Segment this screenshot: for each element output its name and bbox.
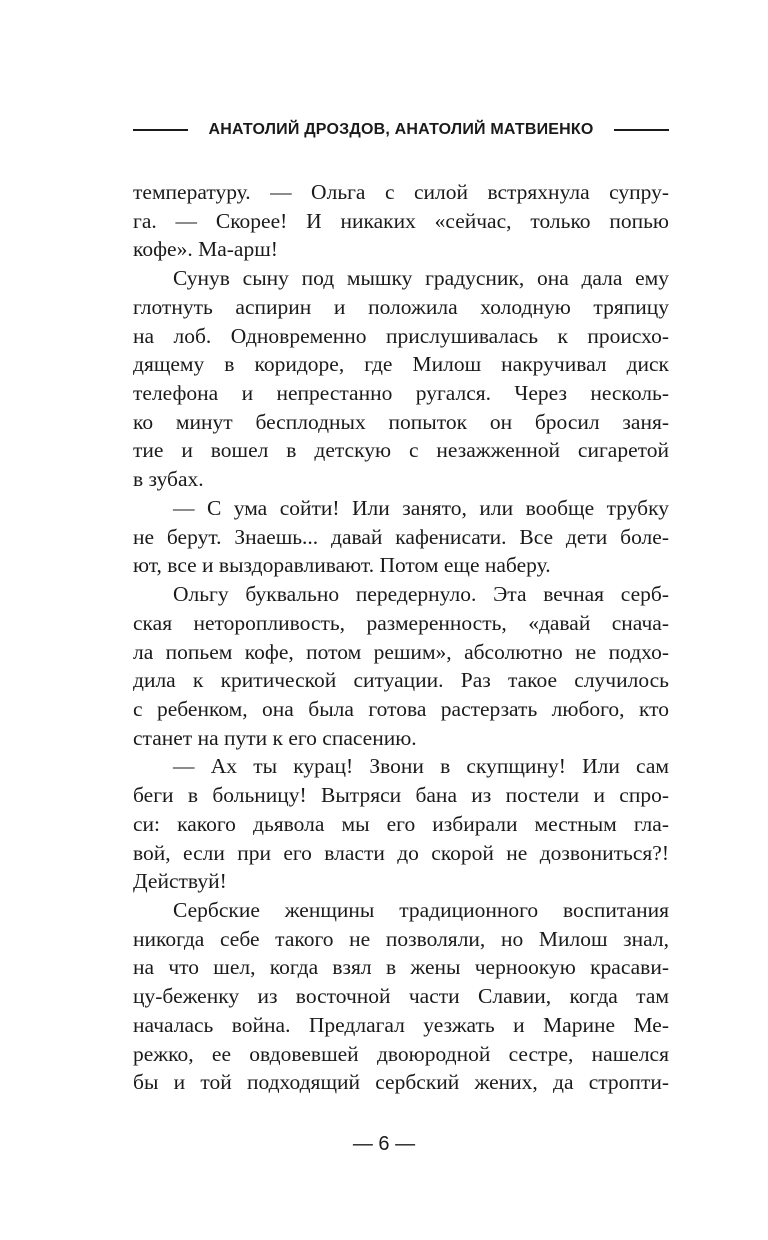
running-title: АНАТОЛИЙ ДРОЗДОВ, АНАТОЛИЙ МАТВИЕНКО	[208, 121, 594, 138]
header-rule-right	[614, 129, 669, 131]
text-line: ла попьем кофе, потом решим», абсолютно не подхо-	[133, 639, 669, 664]
text-line: на что шел, когда взял в жены черноокую красави-	[133, 955, 669, 980]
header-rule-left	[133, 129, 188, 131]
text-line: с ребенком, она была готова растерзать любого, кто	[133, 696, 669, 721]
text-line: дила к критической ситуации. Раз такое случилось	[133, 668, 669, 693]
body-text	[133, 178, 669, 1097]
text-line: кофе». Ма-арш!	[133, 237, 278, 262]
text-line: ют, все и выздоравливают. Потом еще наберу.	[133, 553, 551, 578]
text-line: — С ума сойти! Или занято, или вообще трубку	[173, 495, 669, 520]
text-line: га. — Скорее! И никаких «сейчас, только попью	[133, 208, 669, 233]
text-line: началась война. Предлагал уезжать и Марине Ме-	[133, 1012, 669, 1037]
text-line: вой, если при его власти до скорой не дозвониться?!	[133, 840, 669, 865]
text-line: режко, ее овдовевшей двоюродной сестре, нашелся	[133, 1041, 669, 1066]
text-line: на лоб. Одновременно прислушивалась к происхо-	[133, 323, 669, 348]
text-line: — Ах ты курац! Звони в скупщину! Или сам	[173, 754, 669, 779]
text-line: ская неторопливость, размеренность, «давай снача-	[133, 610, 669, 635]
text-line: в зубах.	[133, 467, 204, 492]
text-line: Ольгу буквально передернуло. Эта вечная серб-	[173, 582, 669, 607]
text-line: глотнуть аспирин и положила холодную тряпицу	[133, 294, 669, 319]
text-line: не берут. Знаешь... давай кафенисати. Все дети боле-	[133, 524, 669, 549]
text-line: тие и вошел в детскую с незажженной сигаретой	[133, 438, 669, 463]
running-head	[133, 117, 669, 143]
text-line: си: какого дьявола мы его избирали местным гла-	[133, 811, 669, 836]
page-number: — 6 —	[352, 1133, 416, 1155]
text-line: никогда себе такого не позволяли, но Милош знал,	[133, 926, 669, 951]
text-line: дящему в коридоре, где Милош накручивал диск	[133, 352, 669, 377]
text-line: Сунув сыну под мышку градусник, она дала ему	[173, 266, 669, 291]
text-line: телефона и непрестанно ругался. Через несколь-	[133, 381, 669, 406]
text-line: цу-беженку из восточной части Славии, когда там	[133, 984, 669, 1009]
text-line: Действуй!	[133, 869, 227, 894]
text-line: Сербские женщины традиционного воспитания	[173, 897, 669, 922]
text-line: бы и той подходящий сербский жених, да стропти-	[133, 1070, 669, 1095]
text-line: беги в больницу! Вытряси бана из постели и спро-	[133, 783, 669, 808]
text-line: станет на пути к его спасению.	[133, 725, 417, 750]
text-line: температуру. — Ольга с силой встряхнула супру-	[133, 180, 669, 204]
text-line: ко минут бесплодных попыток он бросил заня-	[133, 409, 669, 434]
